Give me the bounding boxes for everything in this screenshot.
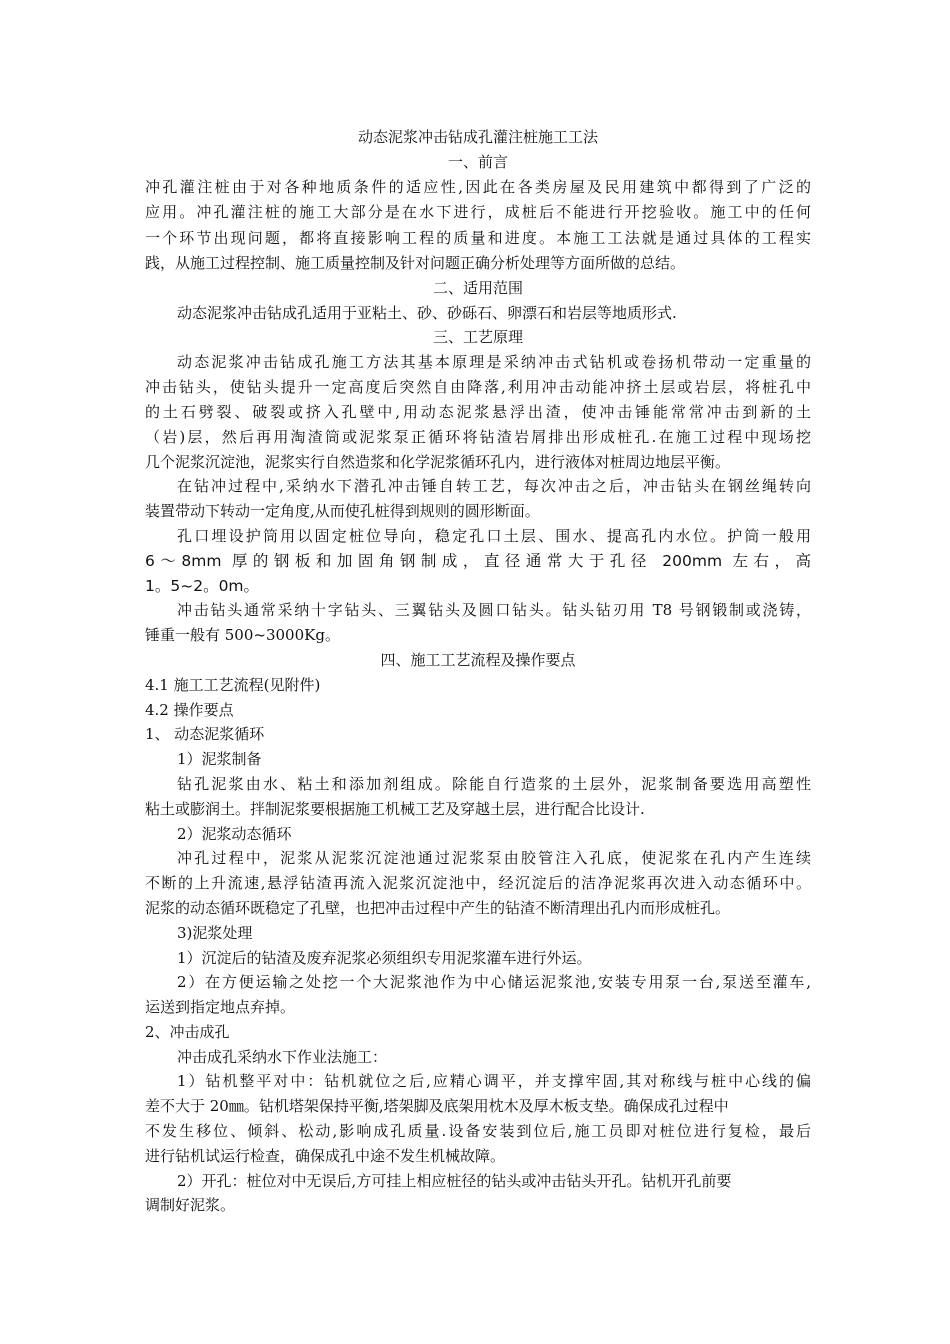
paragraph-line: 粘土或膨润土。拌制泥浆要根据施工机械工艺及穿越土层，进行配合比设计. <box>145 800 645 818</box>
paragraph-line: 的土石劈裂、破裂或挤入孔壁中,用动态泥浆悬浮出渣，使冲击锤能常常冲击到新的土 <box>145 403 811 421</box>
paragraph-line: 孔口埋设护筒用以固定桩位导向，稳定孔口土层、围水、提高孔内水位。护筒一般用 <box>177 527 811 545</box>
paragraph-line: 几个泥浆沉淀池，泥浆实行自然造浆和化学泥浆循环孔内，进行液体对桩周边地层平衡。 <box>145 453 731 471</box>
paragraph-line: 践，从施工过程控制、施工质量控制及针对问题正确分析处理等方面所做的总结。 <box>145 254 686 272</box>
section-heading: 一、前言 <box>447 153 508 171</box>
paragraph-line: 一个环节出现问题，都将直接影响工程的质量和进度。本施工工法就是通过具体的工程实 <box>145 229 811 247</box>
section-heading: 四、施工工艺流程及操作要点 <box>380 651 576 669</box>
item-heading: 2、冲击成孔 <box>145 1023 230 1041</box>
paragraph-line: 1）钻机整平对中：钻机就位之后,应精心调平，并支撑牢固,其对称线与桩中心线的偏 <box>177 1072 811 1090</box>
paragraph-line: 1）沉淀后的钻渣及废弃泥浆必须组织专用泥浆灌车进行外运。 <box>177 949 592 967</box>
paragraph-line: 运送到指定地点弃掉。 <box>145 998 296 1016</box>
paragraph-line: 冲击钻头，使钻头提升一定高度后突然自由降落,利用冲击动能冲挤土层或岩层，将桩孔中 <box>145 378 811 396</box>
item-heading: 2）泥浆动态循环 <box>177 825 292 843</box>
section-heading: 三、工艺原理 <box>432 328 523 346</box>
paragraph-line: 冲击成孔采纳水下作业法施工： <box>177 1048 388 1066</box>
paragraph-line: 冲孔过程中，泥浆从泥浆沉淀池通过泥浆泵由胶管注入孔底，使泥浆在孔内产生连续 <box>177 849 811 867</box>
paragraph-line: 不断的上升流速,悬浮钻渣再流入泥浆沉淀池中，经沉淀后的洁净泥浆再次进入动态循环中。 <box>145 874 811 892</box>
paragraph-line: 不发生移位、倾斜、松动,影响成孔质量.设备安装到位后,施工员即对桩位进行复检，最后 <box>145 1122 811 1140</box>
item-heading: 3)泥浆处理 <box>177 924 253 942</box>
paragraph-line: 差不大于 20㎜。钻机塔架保持平衡,塔架脚及底架用枕木及厚木板支垫。确保成孔过程中 <box>145 1097 729 1115</box>
paragraph-line: 装置带动下转动一定角度,从而使孔桩得到规则的圆形断面。 <box>145 502 540 520</box>
item-heading: 1）泥浆制备 <box>177 750 262 768</box>
paragraph-line: 钻孔泥浆由水、粘土和添加剂组成。除能自行造浆的土层外，泥浆制备要选用高塑性 <box>177 775 811 793</box>
item-heading: 1、 动态泥浆循环 <box>145 725 265 743</box>
subsection-heading: 4.1 施工工艺流程(见附件) <box>145 676 321 694</box>
paragraph-line: 6～8mm 厚的钢板和加固角钢制成，直径通常大于孔径 200mm 左右，高 <box>145 552 811 570</box>
paragraph-line: 动态泥浆冲击钻成孔施工方法其基本原理是采纳冲击式钻机或卷扬机带动一定重量的 <box>177 353 811 371</box>
paragraph-line: 锤重一般有 500~3000Kg。 <box>145 626 340 644</box>
subsection-heading: 4.2 操作要点 <box>145 701 234 719</box>
paragraph-line: 在钻冲过程中,采纳水下潜孔冲击锤自转工艺，每次冲击之后，冲击钻头在钢丝绳转向 <box>177 477 811 495</box>
section-heading: 二、适用范围 <box>432 279 523 297</box>
paragraph-line: 2）在方便运输之处挖一个大泥浆池作为中心储运泥浆池,安装专用泵一台,泵送至灌车, <box>177 973 811 991</box>
paragraph-line: （岩)层，然后再用淘渣筒或泥浆泵正循环将钻渣岩屑排出形成桩孔.在施工过程中现场挖 <box>145 428 811 446</box>
paragraph-line: 1。5~2。0m。 <box>145 577 260 595</box>
paragraph-line: 2）开孔：桩位对中无误后,方可挂上相应桩径的钻头或冲击钻头开孔。钻机开孔前要 <box>177 1172 732 1190</box>
paragraph-line: 冲击钻头通常采纳十字钻头、三翼钻头及圆口钻头。钻头钻刃用 T8 号钢锻制或浇铸， <box>177 601 811 619</box>
paragraph-line: 泥浆的动态循环既稳定了孔壁，也把冲击过程中产生的钻渣不断清理出孔内而形成桩孔。 <box>145 899 731 917</box>
paragraph-line: 调制好泥浆。 <box>145 1196 236 1214</box>
paragraph-line: 动态泥浆冲击钻成孔适用于亚粘土、砂、砂砾石、卵漂石和岩层等地质形式. <box>177 304 677 322</box>
paragraph-line: 冲孔灌注桩由于对各种地质条件的适应性,因此在各类房屋及民用建筑中都得到了广泛的 <box>145 178 811 196</box>
paragraph-line: 应用。冲孔灌注桩的施工大部分是在水下进行，成桩后不能进行开挖验收。施工中的任何 <box>145 203 811 221</box>
paragraph-line: 进行钻机试运行检查，确保成孔中途不发生机械故障。 <box>145 1147 506 1165</box>
document-title: 动态泥浆冲击钻成孔灌注桩施工工法 <box>357 128 598 146</box>
